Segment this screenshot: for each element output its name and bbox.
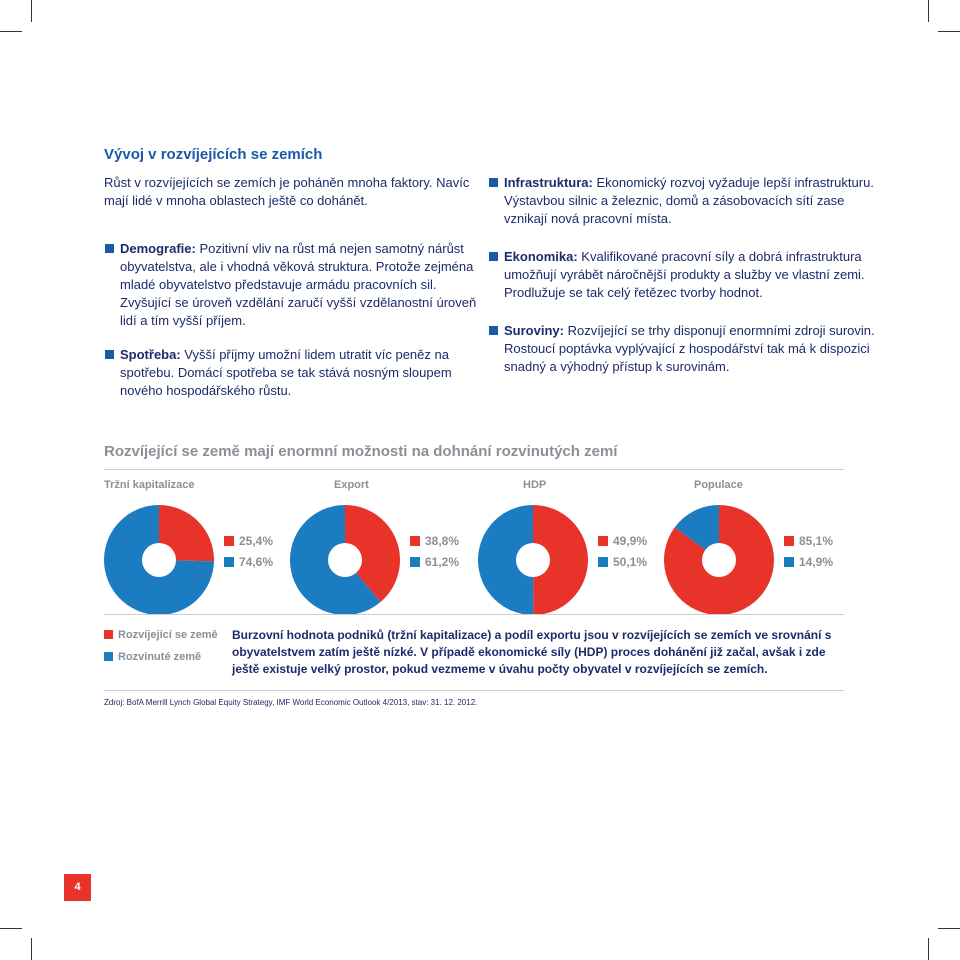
legend-swatch-emerging xyxy=(784,536,794,546)
bullet-square-icon xyxy=(489,326,498,335)
crop-mark xyxy=(938,928,960,929)
bullet-label: Suroviny: xyxy=(504,323,564,338)
bullet-square-icon xyxy=(489,252,498,261)
donut-hole xyxy=(516,543,550,577)
bullet-infrastruktura xyxy=(504,174,884,228)
divider xyxy=(104,469,844,470)
pct-value: 25,4% xyxy=(239,534,274,548)
pct-emerging xyxy=(224,534,273,548)
legend-swatch-developed xyxy=(224,557,234,567)
legend-label: Rozvinuté země xyxy=(118,651,202,663)
bullet-label: Demografie: xyxy=(120,241,196,256)
bullet-spotreba xyxy=(120,346,480,400)
bullet-label: Ekonomika: xyxy=(504,249,578,264)
donut-hole xyxy=(702,543,736,577)
bullet-square-icon xyxy=(105,244,114,253)
pct-developed xyxy=(410,555,459,569)
bullet-label: Infrastruktura: xyxy=(504,175,593,190)
bullet-label: Spotřeba: xyxy=(120,347,181,362)
legend-swatch-emerging xyxy=(598,536,608,546)
donut-chart-population xyxy=(664,505,774,615)
chart-label-population: Populace xyxy=(694,479,743,491)
legend-swatch-developed xyxy=(784,557,794,567)
bullet-suroviny xyxy=(504,322,884,376)
bullet-text: Rozvíjející se trhy disponují enormními zdroji surovin. Rostoucí poptávka vyplývající z hospodářství tak má k dispozici snadný a výhodný přístup k surovinám. xyxy=(504,323,875,374)
legend-developed xyxy=(104,651,201,663)
legend-swatch-developed xyxy=(598,557,608,567)
intro-paragraph: Růst v rozvíjejících se zemích je poháněn mnoha faktory. Navíc mají lidé v mnoha oblastech ještě co dohánět. xyxy=(104,175,470,208)
crop-mark xyxy=(928,0,929,22)
pct-developed xyxy=(784,555,833,569)
crop-mark xyxy=(31,938,32,960)
chart-caption: Burzovní hodnota podniků (tržní kapitalizace) a podíl exportu jsou v rozvíjejících se zemích ve srovnání s obyvatelstvem zatím ještě nízké. V případě ekonomické síly (HDP) proces dohánění již začal, avšak i zde ještě existuje velký prostor, pokud vezmeme v úvahu počty obyvatel v rozvíjejících se zemích. xyxy=(232,628,832,676)
crop-mark xyxy=(0,928,22,929)
legend-swatch-emerging xyxy=(104,630,113,639)
legend-swatch-developed xyxy=(104,652,113,661)
donut-hole xyxy=(142,543,176,577)
crop-mark xyxy=(938,31,960,32)
pct-developed xyxy=(224,555,273,569)
pct-developed xyxy=(598,555,647,569)
pct-value: 85,1% xyxy=(799,534,834,548)
pct-value: 38,8% xyxy=(425,534,460,548)
crop-mark xyxy=(31,0,32,22)
pct-emerging xyxy=(784,534,833,548)
chart-title: Rozvíjející se země mají enormní možnosti na dohnání rozvinutých zemí xyxy=(104,443,618,460)
bullet-ekonomika xyxy=(504,248,884,302)
pct-value: 50,1% xyxy=(613,555,648,569)
crop-mark xyxy=(928,938,929,960)
section-heading: Vývoj v rozvíjejících se zemích xyxy=(104,146,323,163)
chart-label-export: Export xyxy=(334,479,369,491)
legend-swatch-developed xyxy=(410,557,420,567)
bullet-demografie xyxy=(120,240,480,330)
donut-chart-gdp xyxy=(478,505,588,615)
pct-value: 74,6% xyxy=(239,555,274,569)
pct-value: 14,9% xyxy=(799,555,834,569)
source-note: Zdroj: BofA Merrill Lynch Global Equity Strategy, IMF World Economic Outlook 4/2013, stav: 31. 12. 2012. xyxy=(104,698,478,707)
donut-chart-market-cap xyxy=(104,505,214,615)
bullet-text: Pozitivní vliv na růst má nejen samotný nárůst obyvatelstva, ale i vhodná věková struktura. Protože zejména mladé obyvatelstvo představuje armádu pracovních sil. Zvyšující se úroveň vzdělání zaručí vyšší vzdělanostní úroveň lidí a tím vyšší příjem. xyxy=(120,241,477,328)
legend-emerging xyxy=(104,629,218,641)
pct-emerging xyxy=(598,534,647,548)
legend-label: Rozvíjející se země xyxy=(118,629,218,641)
legend-swatch-emerging xyxy=(224,536,234,546)
divider xyxy=(104,690,844,691)
divider xyxy=(104,614,844,615)
bullet-text: Vyšší příjmy umožní lidem utratit víc peněz na spotřebu. Domácí spotřeba se tak stává nosným sloupem nového hospodářského růstu. xyxy=(120,347,452,398)
chart-label-gdp: HDP xyxy=(523,479,547,491)
legend-swatch-emerging xyxy=(410,536,420,546)
chart-label-market-cap: Tržní kapitalizace xyxy=(104,479,195,491)
donut-chart-export xyxy=(290,505,400,615)
bullet-text: Kvalifikované pracovní síly a dobrá infrastruktura umožňují vyrábět náročnější produkty a služby ve vlastní zemi. Prodlužuje se tak celý řetězec tvorby hodnot. xyxy=(504,249,865,300)
bullet-square-icon xyxy=(489,178,498,187)
bullet-text: Ekonomický rozvoj vyžaduje lepší infrastrukturu. Výstavbou silnic a železnic, domů a zásobovacích sítí zase vznikají nová pracovní místa. xyxy=(504,175,874,226)
page-number: 4 xyxy=(64,874,91,901)
pct-value: 61,2% xyxy=(425,555,460,569)
pct-value: 49,9% xyxy=(613,534,648,548)
bullet-square-icon xyxy=(105,350,114,359)
crop-mark xyxy=(0,31,22,32)
donut-hole xyxy=(328,543,362,577)
pct-emerging xyxy=(410,534,459,548)
